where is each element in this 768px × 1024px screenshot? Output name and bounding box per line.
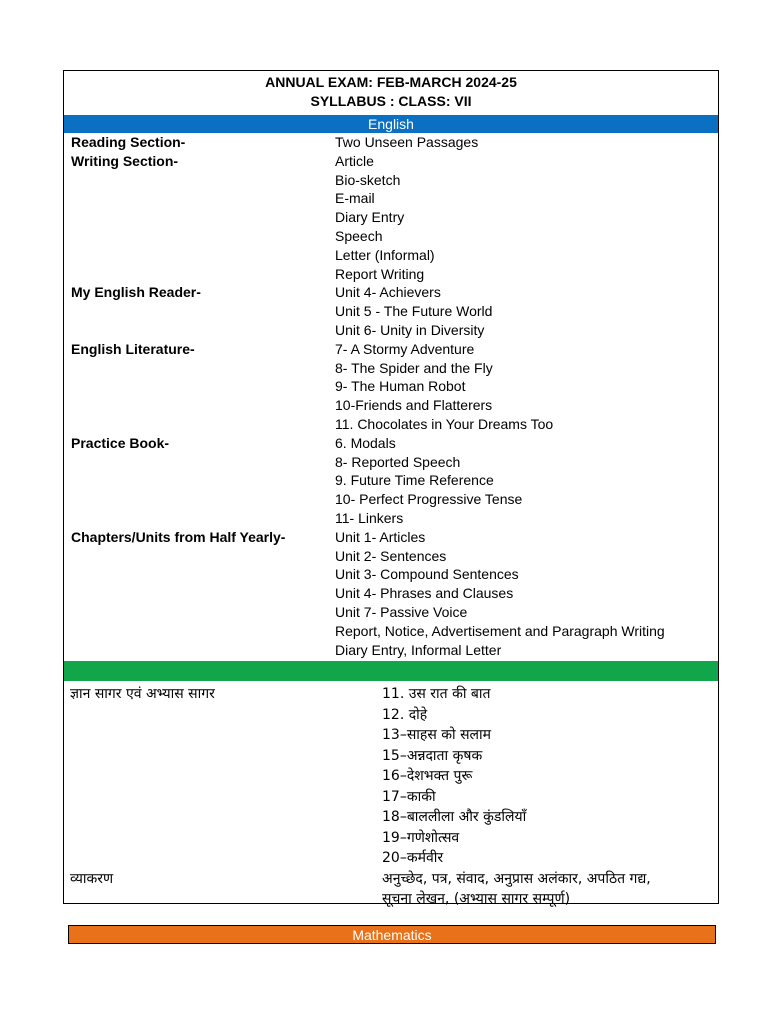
- hindi-syllabus-row: [64, 766, 718, 787]
- english-syllabus-row: [64, 302, 718, 321]
- english-syllabus-row: [64, 565, 718, 584]
- english-section-heading: English: [64, 115, 718, 133]
- english-topic: Unit 3- Compound Sentences: [335, 566, 519, 583]
- english-syllabus-row: [64, 415, 718, 434]
- english-topic: 9. Future Time Reference: [335, 472, 494, 489]
- english-component-label: [64, 396, 335, 415]
- hindi-component-label: [64, 889, 382, 910]
- hindi-section-heading: [64, 661, 718, 681]
- english-component-label: Practice Book-: [71, 434, 170, 451]
- english-syllabus-row: [64, 377, 718, 396]
- english-component-label: [64, 189, 335, 208]
- syllabus-table: [63, 70, 719, 908]
- english-syllabus-row: [64, 453, 718, 472]
- english-topic: Report, Notice, Advertisement and Paragraph Writing: [335, 622, 665, 639]
- hindi-syllabus-row: [64, 848, 718, 869]
- english-component-label: English Literature-: [71, 340, 195, 357]
- english-component-label: [64, 227, 335, 246]
- english-component-label: [64, 415, 335, 434]
- english-syllabus-row: [64, 509, 718, 528]
- english-topic: 6. Modals: [335, 434, 396, 451]
- english-syllabus-row: [64, 490, 718, 509]
- english-topic: Article: [335, 152, 374, 169]
- english-topic: Speech: [335, 227, 383, 244]
- hindi-component-label: [64, 746, 382, 767]
- english-component-label: [64, 453, 335, 472]
- hindi-topic: सूचना लेखन, (अभ्यास सागर सम्पूर्ण): [382, 891, 571, 908]
- english-topic: 7- A Stormy Adventure: [335, 340, 475, 357]
- english-syllabus-row: [64, 283, 718, 302]
- english-topic: Unit 6- Unity in Diversity: [335, 321, 485, 338]
- english-topic: 8- Reported Speech: [335, 453, 461, 470]
- english-topic: 11. Chocolates in Your Dreams Too: [335, 415, 554, 432]
- hindi-component-label: [64, 725, 382, 746]
- english-syllabus-row: [64, 359, 718, 378]
- english-syllabus-row: [64, 528, 718, 547]
- english-syllabus-row: [64, 641, 718, 660]
- english-component-label: [64, 321, 335, 340]
- mathematics-section-heading: Mathematics: [68, 925, 716, 944]
- hindi-topic: 11. उस रात की बात: [382, 686, 491, 703]
- hindi-topic: 17–काकी: [382, 788, 436, 805]
- english-component-label: [64, 622, 335, 641]
- english-component-label: [64, 265, 335, 284]
- hindi-topic: 12. दोहे: [382, 706, 428, 723]
- english-topic: E-mail: [335, 190, 375, 207]
- english-component-label: Writing Section-: [71, 152, 179, 169]
- english-syllabus-row: [64, 434, 718, 453]
- hindi-syllabus-row: [64, 705, 718, 726]
- english-syllabus-row: [64, 171, 718, 190]
- english-syllabus-row: [64, 547, 718, 566]
- english-component-label: [64, 171, 335, 190]
- english-component-label: [64, 302, 335, 321]
- english-syllabus-row: [64, 622, 718, 641]
- english-topic: 11- Linkers: [335, 509, 404, 526]
- english-topic: Unit 4- Achievers: [335, 284, 441, 301]
- english-component-label: [64, 377, 335, 396]
- english-syllabus-row: [64, 603, 718, 622]
- hindi-syllabus-row: [64, 889, 718, 910]
- english-topic: Bio-sketch: [335, 171, 401, 188]
- english-topic: 9- The Human Robot: [335, 378, 466, 395]
- english-topic: Diary Entry, Informal Letter: [335, 641, 502, 658]
- english-syllabus-row: [64, 265, 718, 284]
- english-syllabus-list: [64, 133, 718, 659]
- english-syllabus-row: [64, 584, 718, 603]
- english-component-label: [64, 246, 335, 265]
- hindi-syllabus-row: [64, 746, 718, 767]
- english-syllabus-row: [64, 208, 718, 227]
- english-component-label: [64, 641, 335, 660]
- english-syllabus-row: [64, 227, 718, 246]
- hindi-syllabus-list: [64, 684, 718, 910]
- english-topic: Unit 2- Sentences: [335, 547, 447, 564]
- class-subtitle: SYLLABUS : CLASS: VII: [310, 93, 472, 109]
- english-syllabus-row: [64, 396, 718, 415]
- english-component-label: Reading Section-: [71, 134, 186, 150]
- english-component-label: [64, 359, 335, 378]
- hindi-component-label: [64, 807, 382, 828]
- english-topic: 10- Perfect Progressive Tense: [335, 491, 523, 508]
- hindi-syllabus-row: [64, 787, 718, 808]
- hindi-component-label: व्याकरण: [70, 870, 114, 887]
- english-topic: Letter (Informal): [335, 246, 435, 263]
- english-topic: Unit 1- Articles: [335, 528, 426, 545]
- english-syllabus-row: [64, 246, 718, 265]
- english-syllabus-row: [64, 133, 718, 152]
- english-topic: Unit 5 - The Future World: [335, 303, 493, 320]
- hindi-component-label: [64, 766, 382, 787]
- english-syllabus-row: [64, 340, 718, 359]
- hindi-topic: 13–साहस को सलाम: [382, 727, 492, 744]
- english-topic: Two Unseen Passages: [335, 134, 479, 150]
- hindi-component-label: ज्ञान सागर एवं अभ्यास सागर: [70, 686, 215, 703]
- hindi-component-label: [64, 705, 382, 726]
- exam-title: ANNUAL EXAM: FEB-MARCH 2024-25: [265, 74, 517, 90]
- hindi-topic: 19–गणेशोत्सव: [382, 829, 460, 846]
- english-syllabus-row: [64, 152, 718, 171]
- hindi-topic: 15–अन्नदाता कृषक: [382, 747, 483, 764]
- english-syllabus-row: [64, 471, 718, 490]
- hindi-topic: 16–देशभक्त पुरू: [382, 768, 473, 785]
- english-topic: Unit 7- Passive Voice: [335, 603, 468, 620]
- hindi-topic: 20–कर्मवीर: [382, 850, 444, 867]
- english-component-label: My English Reader-: [71, 284, 201, 301]
- hindi-component-label: [64, 848, 382, 869]
- english-topic: Diary Entry: [335, 209, 405, 226]
- english-topic: Report Writing: [335, 265, 425, 282]
- english-topic: 10-Friends and Flatterers: [335, 397, 493, 414]
- english-component-label: [64, 565, 335, 584]
- english-component-label: [64, 208, 335, 227]
- hindi-component-label: [64, 787, 382, 808]
- hindi-syllabus-row: [64, 869, 718, 890]
- english-component-label: [64, 547, 335, 566]
- english-component-label: Chapters/Units from Half Yearly-: [71, 528, 286, 545]
- english-component-label: [64, 603, 335, 622]
- hindi-component-label: [64, 828, 382, 849]
- hindi-topic: 18–बाललीला और कुंडलियाँ: [382, 809, 527, 826]
- hindi-syllabus-row: [64, 828, 718, 849]
- english-component-label: [64, 490, 335, 509]
- hindi-topic: अनुच्छेद, पत्र, संवाद, अनुप्रास अलंकार, अपठित गद्य,: [382, 870, 651, 887]
- english-topic: Unit 4- Phrases and Clauses: [335, 585, 514, 602]
- english-syllabus-row: [64, 321, 718, 340]
- english-syllabus-row: [64, 189, 718, 208]
- hindi-syllabus-row: [64, 684, 718, 705]
- english-component-label: [64, 471, 335, 490]
- english-component-label: [64, 509, 335, 528]
- english-topic: 8- The Spider and the Fly: [335, 359, 493, 376]
- hindi-syllabus-row: [64, 807, 718, 828]
- english-component-label: [64, 584, 335, 603]
- hindi-syllabus-row: [64, 725, 718, 746]
